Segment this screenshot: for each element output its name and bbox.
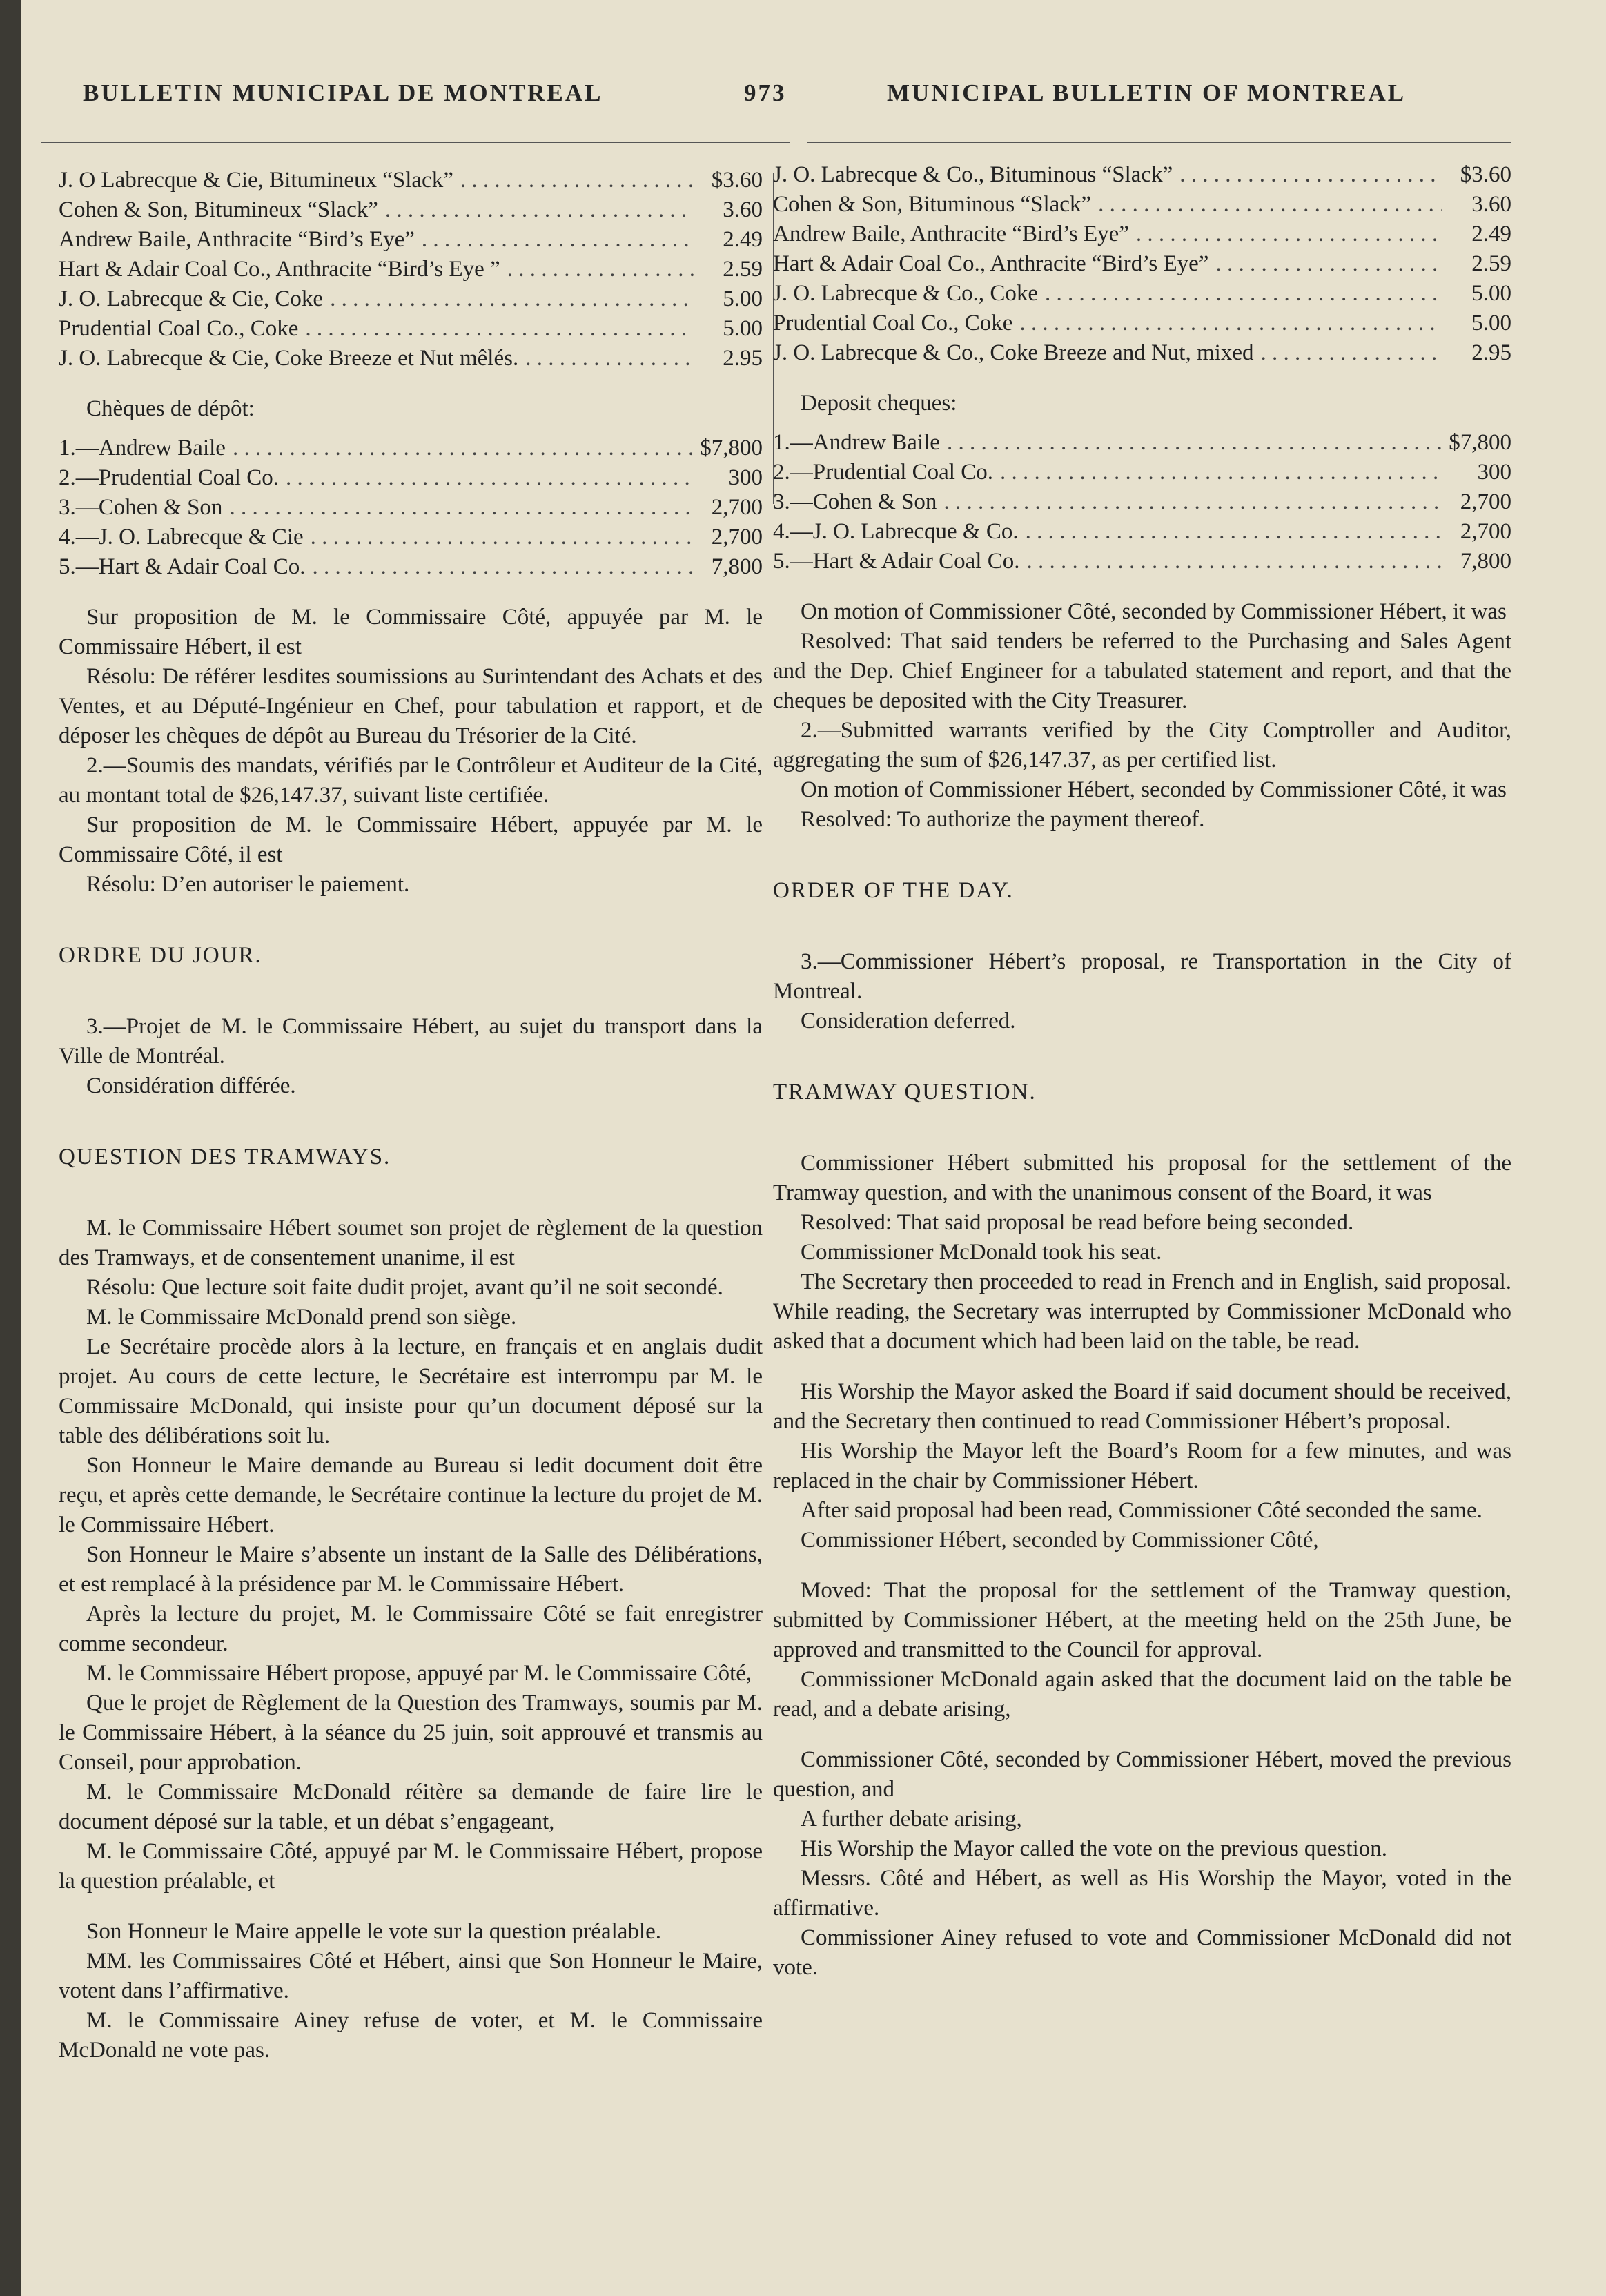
cheque-name: 1.—Andrew Baile	[59, 436, 226, 460]
tender-name: J. O. Labrecque & Cie, Coke	[59, 286, 324, 311]
paragraph: M. le Commissaire Côté, appuyé par M. le Commissaire Hébert, propose la question préalable, et	[59, 1839, 763, 1894]
cheque-row	[773, 428, 1511, 458]
cheque-amount: $7,800	[700, 436, 763, 460]
leader-dots	[1098, 190, 1442, 220]
leader-dots	[1045, 279, 1442, 309]
cheque-amount: 7,800	[1460, 549, 1511, 574]
leader-dots	[525, 344, 694, 373]
leader-dots	[229, 493, 694, 523]
paragraph: Le Secrétaire procède alors à la lecture, en français et en anglais dudit projet. Au cours de cette lecture, le Secrétaire est interrompu par M. le Commissaire McDonald, qui insiste pour qu’un document déposé sur la table des délibérations soit lu.	[59, 1334, 763, 1448]
tender-name: J. O. Labrecque & Co., Coke	[773, 281, 1038, 306]
cheque-row	[59, 493, 763, 523]
tender-row	[773, 309, 1511, 338]
cheque-row	[59, 463, 763, 493]
tender-amount: 5.00	[723, 286, 763, 311]
tender-row	[59, 344, 763, 373]
leader-dots	[233, 434, 693, 463]
leader-dots	[305, 314, 694, 344]
paragraph: Moved: That the proposal for the settlement of the Tramway question, submitted by Commissioner Hébert, at the meeting held on the 25th June, be approved and transmitted to the Council for approval.	[773, 1578, 1511, 1662]
paragraph: Que le projet de Règlement de la Question des Tramways, soumis par M. le Commissaire Hébert, à la séance du 25 juin, soit approuvé et transmis au Conseil, pour approbation.	[59, 1691, 763, 1775]
cheque-name: 2.—Prudential Coal Co.	[773, 460, 993, 485]
tender-row	[773, 249, 1511, 279]
leader-dots	[1026, 547, 1442, 576]
cheque-name: 1.—Andrew Baile	[773, 430, 940, 455]
tender-amount: $3.60	[1460, 162, 1511, 187]
paragraph: Sur proposition de M. le Commissaire Hébert, appuyée par M. le Commissaire Côté, il est	[59, 813, 763, 867]
leader-dots	[947, 428, 1442, 458]
paragraph: Commissioner McDonald again asked that the document laid on the table be read, and a debate arising,	[773, 1667, 1511, 1722]
cheque-name: 2.—Prudential Coal Co.	[59, 465, 279, 490]
paragraph: Commissioner McDonald took his seat.	[801, 1240, 1162, 1265]
cheque-row	[59, 523, 763, 552]
paragraph: Résolu: D’en autoriser le paiement.	[86, 872, 410, 897]
cheque-row	[59, 434, 763, 463]
paragraph: M. le Commissaire Hébert propose, appuyé par M. le Commissaire Côté,	[86, 1661, 752, 1686]
paragraph: His Worship the Mayor called the vote on the previous question.	[801, 1836, 1387, 1861]
paragraph: Commissioner Ainey refused to vote and Commissioner McDonald did not vote.	[773, 1925, 1511, 1980]
paragraph: Son Honneur le Maire appelle le vote sur la question préalable.	[86, 1919, 661, 1944]
paragraph: On motion of Commissioner Côté, seconded by Commissioner Hébert, it was	[801, 599, 1507, 624]
leader-dots	[385, 195, 694, 225]
paragraph: M. le Commissaire Hébert soumet son projet de règlement de la question des Tramways, et de consentement unanime, il est	[59, 1216, 763, 1270]
tender-name: Prudential Coal Co., Coke	[59, 316, 299, 341]
cheque-amount: 2,700	[711, 495, 763, 520]
cheques-title: Chèques de dépôt:	[86, 396, 255, 421]
paragraph: 3.—Commissioner Hébert’s proposal, re Transportation in the City of Montreal.	[773, 949, 1511, 1004]
tender-row	[773, 279, 1511, 309]
paragraph: Consideration deferred.	[801, 1009, 1016, 1033]
header-rule-right	[807, 142, 1511, 143]
paragraph: Après la lecture du projet, M. le Commissaire Côté se fait enregistrer comme secondeur.	[59, 1602, 763, 1656]
leader-dots	[1136, 220, 1442, 249]
cheque-name: 5.—Hart & Adair Coal Co.	[59, 554, 306, 579]
french-tender-list	[59, 166, 763, 373]
paragraph: Résolu: Que lecture soit faite dudit projet, avant qu’il ne soit secondé.	[86, 1275, 723, 1300]
cheque-name: 5.—Hart & Adair Coal Co.	[773, 549, 1020, 574]
page	[21, 0, 1606, 2296]
tender-name: J. O Labrecque & Cie, Bitumineux “Slack”	[59, 168, 453, 193]
header-left-title: BULLETIN MUNICIPAL DE MONTREAL	[83, 79, 603, 106]
tender-name: Andrew Baile, Anthracite “Bird’s Eye”	[773, 222, 1129, 246]
tender-amount: $3.60	[711, 168, 763, 193]
tramway-heading: QUESTION DES TRAMWAYS.	[59, 1145, 391, 1169]
cheques-title: Deposit cheques:	[801, 391, 957, 416]
cheque-amount: 7,800	[711, 554, 763, 579]
paragraph: 3.—Projet de M. le Commissaire Hébert, au sujet du transport dans la Ville de Montréal.	[59, 1014, 763, 1069]
cheque-name: 3.—Cohen & Son	[59, 495, 223, 520]
tender-row	[59, 195, 763, 225]
french-column	[59, 166, 763, 2065]
cheque-name: 4.—J. O. Labrecque & Cie	[59, 525, 304, 549]
tender-row	[773, 190, 1511, 220]
leader-dots	[1019, 309, 1442, 338]
order-heading: ORDER OF THE DAY.	[773, 878, 1014, 903]
tender-row	[59, 225, 763, 255]
paragraph: Résolu: De référer lesdites soumissions au Surintendant des Achats et des Ventes, et au Député-Ingénieur en Chef, pour tabulation et rapport, et de déposer les chèques de dépôt au Bureau du Trésorier de la Cité.	[59, 664, 763, 748]
paragraph: Considération différée.	[86, 1073, 296, 1098]
tender-amount: 2.59	[1471, 251, 1511, 276]
paragraph: Son Honneur le Maire demande au Bureau si ledit document doit être reçu, et après cette demande, le Secrétaire continue la lecture du projet de M. le Commissaire Hébert.	[59, 1453, 763, 1537]
tender-amount: 2.95	[723, 346, 763, 371]
cheque-amount: $7,800	[1449, 430, 1511, 455]
tender-name: Hart & Adair Coal Co., Anthracite “Bird’s Eye ”	[59, 257, 500, 282]
leader-dots	[1260, 338, 1442, 368]
paragraph: His Worship the Mayor asked the Board if said document should be received, and the Secretary then continued to read Commissioner Hébert’s proposal.	[773, 1379, 1511, 1434]
cheque-amount: 2,700	[711, 525, 763, 549]
tender-row	[773, 160, 1511, 190]
tender-name: Andrew Baile, Anthracite “Bird’s Eye”	[59, 227, 415, 252]
paragraph: Commissioner Côté, seconded by Commissioner Hébert, moved the previous question, and	[773, 1747, 1511, 1802]
tender-amount: 5.00	[1471, 281, 1511, 306]
paragraph: M. le Commissaire McDonald réitère sa demande de faire lire le document déposé sur la table, et un débat s’engageant,	[59, 1780, 763, 1834]
tender-amount: 3.60	[723, 197, 763, 222]
paragraph: Resolved: That said tenders be referred to the Purchasing and Sales Agent and the Dep. Chief Engineer for a tabulated statement and report, and that the cheques be deposited with the City Treasurer.	[773, 629, 1511, 713]
order-heading: ORDRE DU JOUR.	[59, 943, 262, 968]
cheque-name: 3.—Cohen & Son	[773, 489, 937, 514]
header-right-title: MUNICIPAL BULLETIN OF MONTREAL	[887, 79, 1407, 106]
tender-amount: 3.60	[1471, 192, 1511, 217]
tender-amount: 2.49	[1471, 222, 1511, 246]
page-binding-edge	[0, 0, 21, 2296]
cheque-amount: 2,700	[1460, 489, 1511, 514]
tender-row	[59, 284, 763, 314]
leader-dots	[312, 552, 694, 582]
tender-name: J. O. Labrecque & Cie, Coke Breeze et Nut mêlés.	[59, 346, 519, 371]
tender-amount: 2.59	[723, 257, 763, 282]
cheque-row	[773, 458, 1511, 487]
french-cheque-list	[59, 434, 763, 582]
leader-dots	[311, 523, 694, 552]
leader-dots	[943, 487, 1442, 517]
tender-row	[59, 255, 763, 284]
english-column	[773, 160, 1511, 1983]
tender-name: Prudential Coal Co., Coke	[773, 311, 1013, 335]
cheque-amount: 2,700	[1460, 519, 1511, 544]
paragraph: Sur proposition de M. le Commissaire Côté, appuyée par M. le Commissaire Hébert, il est	[59, 605, 763, 659]
header-rule-left	[41, 142, 790, 143]
leader-dots	[422, 225, 694, 255]
leader-dots	[1026, 517, 1442, 547]
paragraph: M. le Commissaire McDonald prend son siège.	[86, 1305, 517, 1330]
paragraph: The Secretary then proceeded to read in French and in English, said proposal. While reading, the Secretary was interrupted by Commissioner McDonald who asked that a document which had been laid on the table, be read.	[773, 1269, 1511, 1354]
paragraph: After said proposal had been read, Commissioner Côté seconded the same.	[801, 1498, 1482, 1523]
paragraph: A further debate arising,	[801, 1807, 1022, 1831]
paragraph: On motion of Commissioner Hébert, seconded by Commissioner Côté, it was	[801, 777, 1507, 802]
tender-row	[773, 220, 1511, 249]
leader-dots	[1215, 249, 1442, 279]
tender-name: Cohen & Son, Bituminous “Slack”	[773, 192, 1092, 217]
tender-row	[59, 166, 763, 195]
paragraph: Resolved: To authorize the payment thereof.	[801, 807, 1205, 832]
leader-dots	[460, 166, 694, 195]
cheque-row	[773, 517, 1511, 547]
tender-row	[773, 338, 1511, 368]
tender-name: Hart & Adair Coal Co., Anthracite “Bird’s Eye”	[773, 251, 1209, 276]
paragraph: Son Honneur le Maire s’absente un instant de la Salle des Délibérations, et est remplacé à la présidence par M. le Commissaire Hébert.	[59, 1542, 763, 1597]
tender-amount: 5.00	[1471, 311, 1511, 335]
cheque-amount: 300	[1477, 460, 1511, 485]
cheque-row	[59, 552, 763, 582]
paragraph: Commissioner Hébert, seconded by Commissioner Côté,	[801, 1528, 1319, 1553]
tender-name: J. O. Labrecque & Co., Bituminous “Slack”	[773, 162, 1173, 187]
paragraph: Commissioner Hébert submitted his proposal for the settlement of the Tramway question, and with the unanimous consent of the Board, it was	[773, 1151, 1511, 1205]
paragraph: Messrs. Côté and Hébert, as well as His Worship the Mayor, voted in the affirmative.	[773, 1866, 1511, 1920]
tender-amount: 2.49	[723, 227, 763, 252]
leader-dots	[330, 284, 694, 314]
english-cheque-list	[773, 428, 1511, 576]
leader-dots	[1000, 458, 1442, 487]
paragraph: MM. les Commissaires Côté et Hébert, ainsi que Son Honneur le Maire, votent dans l’affirmative.	[59, 1949, 763, 2003]
paragraph: M. le Commissaire Ainey refuse de voter, et M. le Commissaire McDonald ne vote pas.	[59, 2008, 763, 2063]
page-number: 973	[744, 79, 787, 106]
cheque-name: 4.—J. O. Labrecque & Co.	[773, 519, 1019, 544]
leader-dots	[1179, 160, 1442, 190]
paragraph: 2.—Soumis des mandats, vérifiés par le Contrôleur et Auditeur de la Cité, au montant total de $26,147.37, suivant liste certifiée.	[59, 753, 763, 808]
paragraph: His Worship the Mayor left the Board’s Room for a few minutes, and was replaced in the chair by Commissioner Hébert.	[773, 1439, 1511, 1493]
paragraph: 2.—Submitted warrants verified by the City Comptroller and Auditor, aggregating the sum of $26,147.37, as per certified list.	[773, 718, 1511, 772]
tender-amount: 5.00	[723, 316, 763, 341]
tender-name: Cohen & Son, Bitumineux “Slack”	[59, 197, 378, 222]
cheque-row	[773, 487, 1511, 517]
leader-dots	[286, 463, 694, 493]
tender-row	[59, 314, 763, 344]
tender-name: J. O. Labrecque & Co., Coke Breeze and Nut, mixed	[773, 340, 1254, 365]
tramway-heading: TRAMWAY QUESTION.	[773, 1080, 1037, 1105]
paragraph: Resolved: That said proposal be read before being seconded.	[801, 1210, 1354, 1235]
cheque-amount: 300	[728, 465, 763, 490]
english-tender-list	[773, 160, 1511, 368]
tender-amount: 2.95	[1471, 340, 1511, 365]
leader-dots	[507, 255, 694, 284]
cheque-row	[773, 547, 1511, 576]
